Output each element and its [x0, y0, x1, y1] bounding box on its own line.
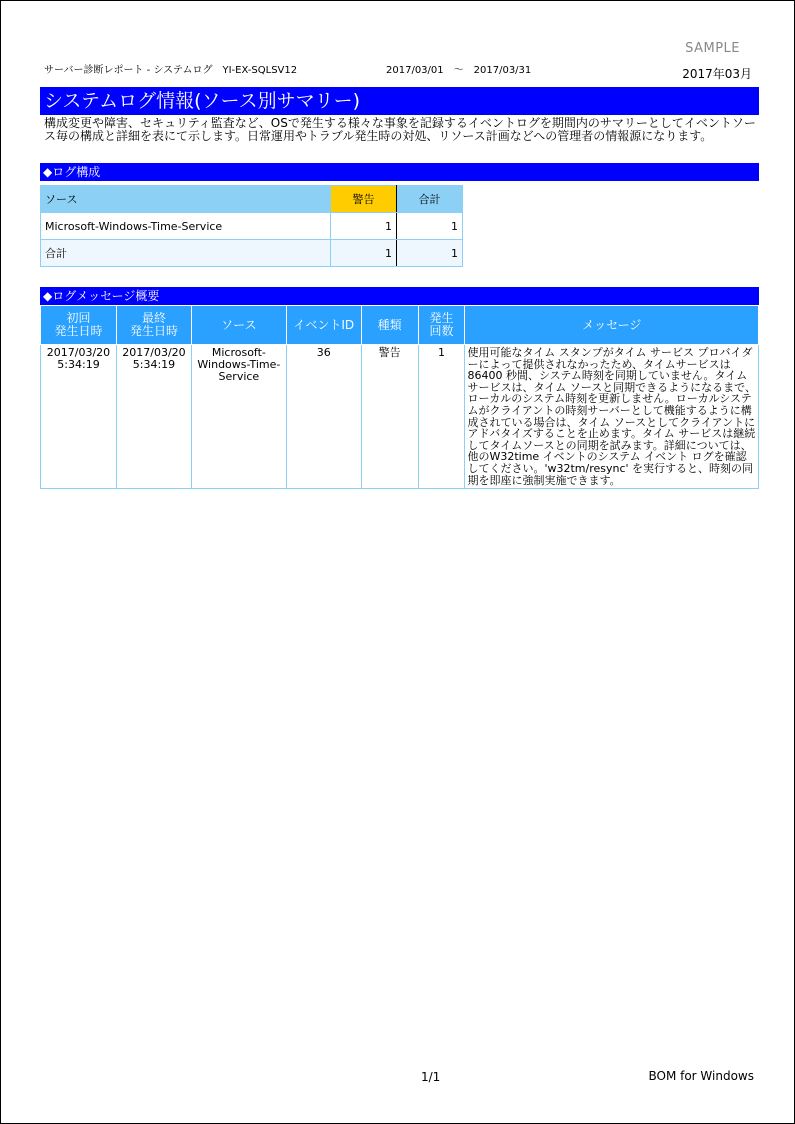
table-header-row	[41, 186, 463, 213]
footer-product: BOM for Windows	[648, 1069, 754, 1083]
page-number: 1/1	[421, 1070, 441, 1084]
sum-warning: 1	[331, 240, 397, 267]
cell-event-id: 36	[286, 345, 361, 489]
table-row	[41, 213, 463, 240]
cell-source: Microsoft- Windows-Time- Service	[191, 345, 286, 489]
row-source: Microsoft-Windows-Time-Service	[41, 213, 331, 240]
page-title: システムログ情報(ソース別サマリー)	[40, 87, 759, 115]
cell-first: 2017/03/20 5:34:19	[41, 345, 117, 489]
column-header-event-id: イベントID	[286, 306, 361, 345]
column-header-total: 合計	[397, 186, 463, 213]
cell-count: 1	[418, 345, 465, 489]
table-header-row	[41, 306, 759, 345]
cell-type: 警告	[361, 345, 418, 489]
cell-last: 2017/03/20 5:34:19	[116, 345, 191, 489]
row-warning: 1	[331, 213, 397, 240]
sample-watermark: SAMPLE	[685, 41, 740, 56]
report-month: 2017年03月	[682, 67, 752, 81]
report-header: サーバー診断レポート - システムログ YI-EX-SQLSV12	[44, 65, 298, 76]
column-header-count: 発生 回数	[418, 306, 465, 345]
column-header-warning: 警告	[331, 186, 397, 213]
column-header-source: ソース	[41, 186, 331, 213]
cell-message: 使用可能なタイム スタンプがタイム サービス プロバイダーによって提供されなかったため、タイムサービスは 86400 秒間、システム時刻を同期していません。タイムサービスは、タイム ソースと同期できるようになるまで、ローカルのシステム時刻を更新しません。ローカルシステムがクライアントの時刻サーバーとして機能するように構成されている場合は、タイム ソースとしてクライアントにアドバタイズすることを止めます。タイム サービスは継続してタイムソースとの同期を試みます。詳細については、他のW32time イベントのシステム イベント ログを確認してください。'w32tm/resync' を実行すると、時刻の同期を即座に強制実施できます。	[465, 345, 759, 489]
column-header-message: メッセージ	[465, 306, 759, 345]
column-header-first: 初回 発生日時	[41, 306, 117, 345]
column-header-source: ソース	[191, 306, 286, 345]
log-config-heading: ◆ログ構成	[40, 163, 759, 181]
sum-row	[41, 240, 463, 267]
column-header-last: 最終 発生日時	[116, 306, 191, 345]
log-summary-table	[40, 305, 759, 489]
sum-total: 1	[397, 240, 463, 267]
sum-label: 合計	[41, 240, 331, 267]
column-header-type: 種類	[361, 306, 418, 345]
log-summary-heading: ◆ログメッセージ概要	[40, 287, 759, 305]
log-config-table	[40, 185, 463, 267]
page-description: 構成変更や障害、セキュリティ監査など、OSで発生する様々な事象を記録するイベントログを期間内のサマリーとしてイベントソース毎の構成と詳細を表にて示します。日常運用やトラブル発生時の対処、リソース計画などへの管理者の情報源になります。	[44, 116, 756, 143]
row-total: 1	[397, 213, 463, 240]
table-row	[41, 345, 759, 489]
report-period: 2017/03/01 ～ 2017/03/31	[386, 65, 532, 76]
